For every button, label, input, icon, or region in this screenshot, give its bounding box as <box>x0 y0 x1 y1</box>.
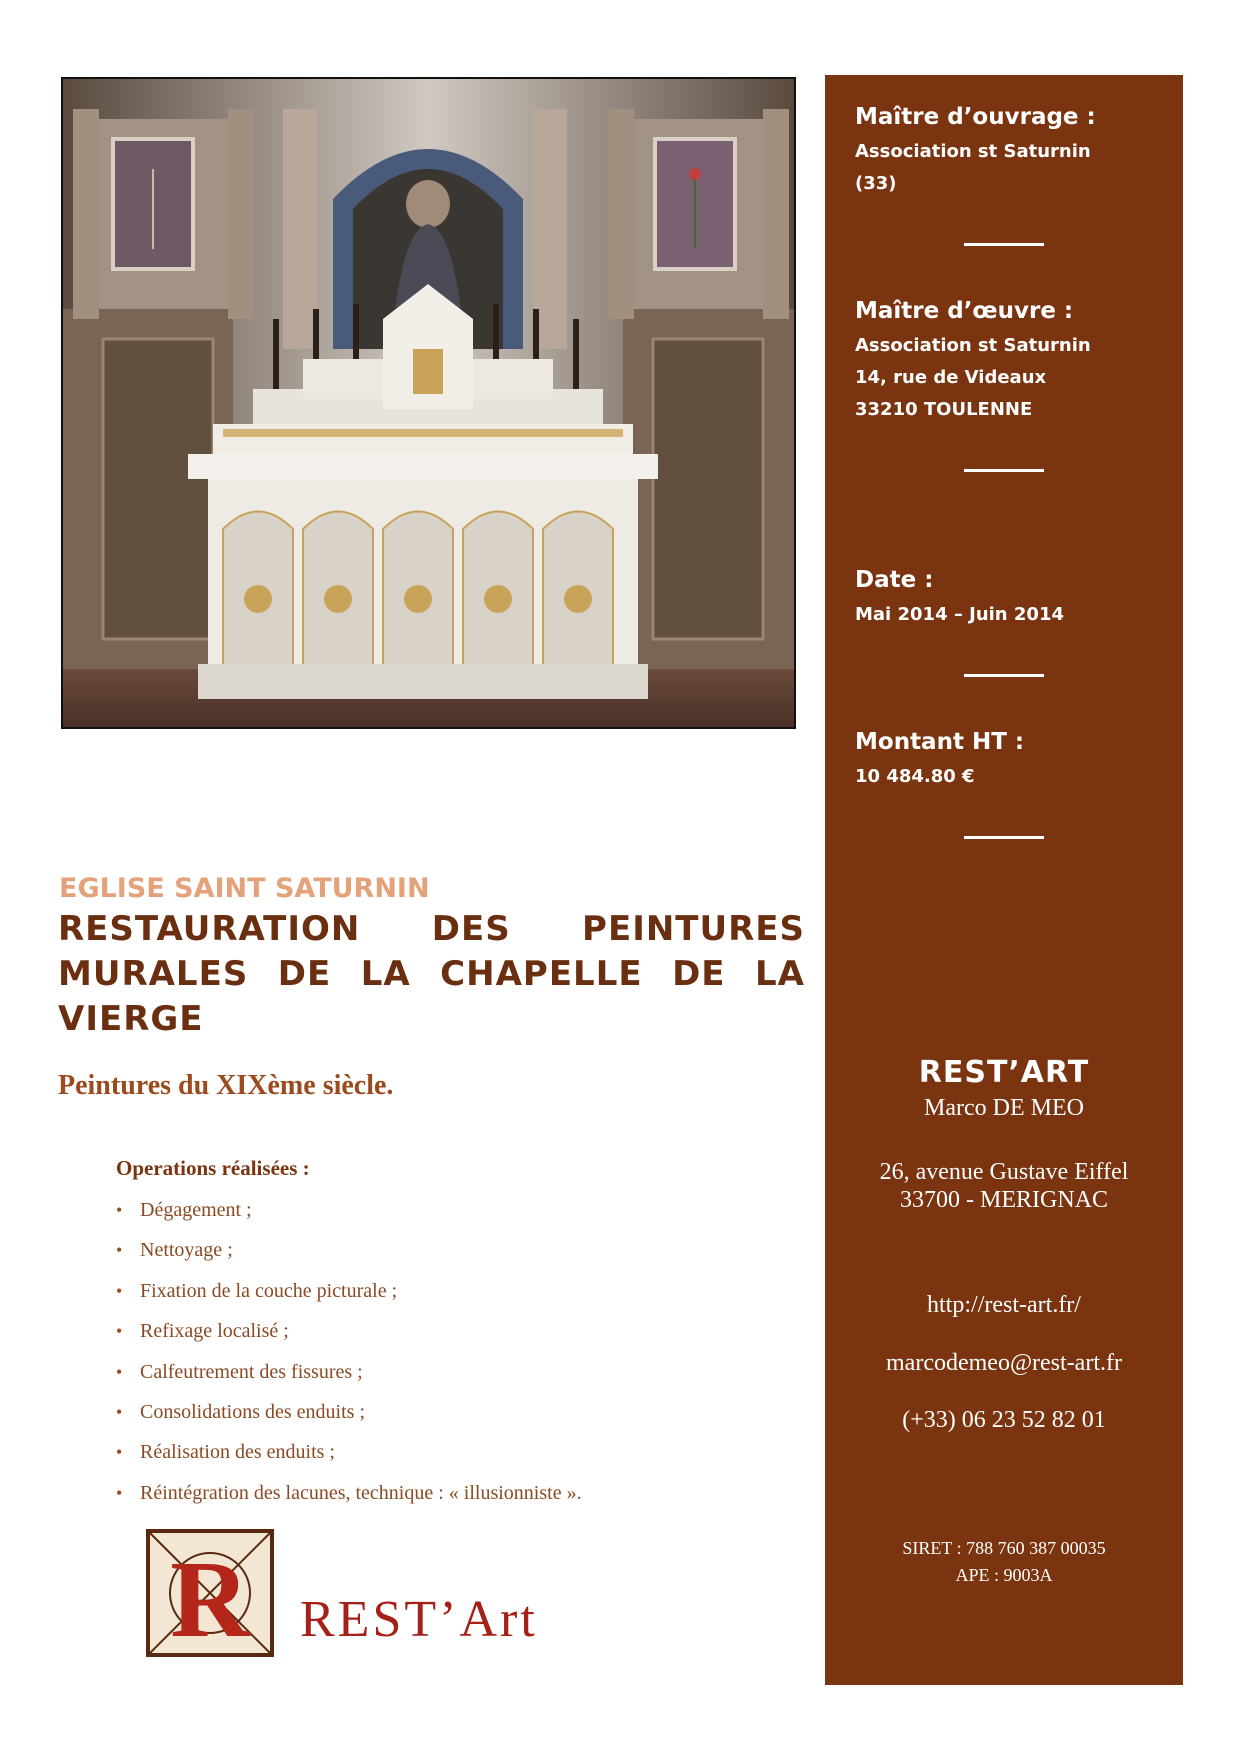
company-block <box>825 1055 1183 1122</box>
logo-wordmark: REST’Art <box>300 1591 538 1648</box>
logo-monogram <box>145 1528 275 1658</box>
page-title: RESTAURATION DES PEINTURES MURALES DE LA CHAPELLE DE LA VIERGE <box>58 909 805 1039</box>
maitre-oeuvre-values <box>855 330 1165 426</box>
date-heading: Date : <box>855 567 934 593</box>
company-person: Marco DE MEO <box>924 1095 1084 1121</box>
maitre-oeuvre-line: 14, rue de Videaux <box>855 367 1047 388</box>
maitre-ouvrage-line: (33) <box>855 173 897 194</box>
list-item: • Réalisation des enduits ; <box>116 1432 582 1472</box>
date-block <box>855 565 1165 631</box>
list-item: • Consolidations des enduits ; <box>116 1392 582 1432</box>
phone-number: (+33) 06 23 52 82 01 <box>902 1407 1106 1433</box>
montant-heading: Montant HT : <box>855 729 1025 755</box>
altar-illustration <box>63 79 794 727</box>
subtitle: Peintures du XIXème siècle. <box>58 1070 394 1101</box>
maitre-ouvrage-values <box>855 136 1165 200</box>
church-name: EGLISE SAINT SATURNIN <box>59 873 430 904</box>
divider <box>964 836 1044 839</box>
divider <box>964 469 1044 472</box>
list-item: • Refixage localisé ; <box>116 1311 582 1351</box>
operations-heading: Operations réalisées : <box>116 1156 310 1180</box>
date-value: Mai 2014 – Juin 2014 <box>855 604 1064 625</box>
list-item: • Calfeutrement des fissures ; <box>116 1352 582 1392</box>
website-link[interactable]: http://rest-art.fr/ <box>927 1292 1081 1318</box>
email-link[interactable]: marcodemeo@rest-art.fr <box>886 1350 1122 1376</box>
list-item: • Dégagement ; <box>116 1190 582 1230</box>
info-sidebar <box>825 75 1183 1685</box>
divider <box>964 243 1044 246</box>
siret: SIRET : 788 760 387 00035 <box>902 1538 1106 1558</box>
logo-initial: R <box>170 1538 250 1658</box>
ape: APE : 9003A <box>955 1565 1053 1585</box>
divider <box>964 674 1044 677</box>
address-line-2: 33700 - MERIGNAC <box>900 1187 1108 1213</box>
list-item: • Réintégration des lacunes, technique : « illusionniste ». <box>116 1473 582 1513</box>
restart-logo <box>145 1528 275 1663</box>
montant-value: 10 484.80 € <box>855 766 975 787</box>
altar-photo <box>61 77 796 729</box>
maitre-oeuvre-block <box>855 296 1165 426</box>
operations-list <box>116 1190 582 1513</box>
maitre-oeuvre-line: Association st Saturnin <box>855 335 1091 356</box>
list-item: • Nettoyage ; <box>116 1230 582 1270</box>
company-address <box>825 1158 1183 1214</box>
montant-block <box>855 727 1165 793</box>
maitre-ouvrage-heading: Maître d’ouvrage : <box>855 104 1096 130</box>
company-name: REST’ART <box>918 1055 1090 1090</box>
maitre-ouvrage-line: Association st Saturnin <box>855 141 1091 162</box>
legal-ids <box>825 1535 1183 1589</box>
maitre-oeuvre-line: 33210 TOULENNE <box>855 399 1033 420</box>
maitre-oeuvre-heading: Maître d’œuvre : <box>855 298 1074 324</box>
maitre-ouvrage-block <box>855 102 1165 200</box>
address-line-1: 26, avenue Gustave Eiffel <box>879 1159 1129 1185</box>
list-item: • Fixation de la couche picturale ; <box>116 1271 582 1311</box>
